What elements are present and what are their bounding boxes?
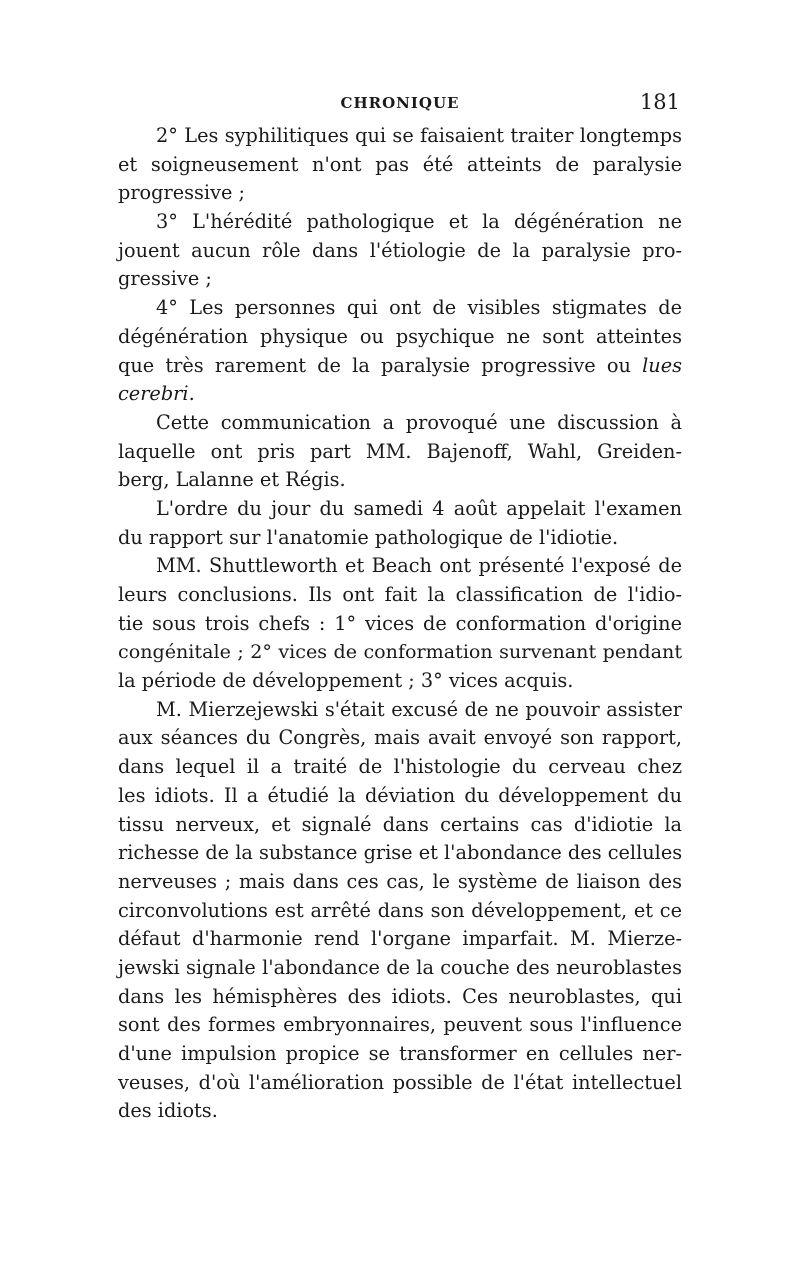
text-line — [118, 179, 682, 208]
text-line-content: Cette communication a provoqué une discussion à — [156, 410, 682, 434]
text-line — [118, 208, 682, 237]
text-line — [118, 552, 682, 581]
punctuation: . — [188, 382, 195, 406]
text-line — [118, 983, 682, 1012]
text-line — [118, 925, 682, 954]
text-line — [118, 581, 682, 610]
text-line-content: progressive ; — [118, 181, 246, 205]
italic-term: lues — [642, 353, 682, 377]
text-line — [118, 1040, 682, 1069]
text-line — [118, 610, 682, 639]
text-line-content: du rapport sur l'anatomie pathologique de l'idiotie. — [118, 525, 619, 549]
text-line-content: dégénération physique ou psychique ne sont atteintes — [118, 324, 682, 348]
text-line-content: congénitale ; 2° vices de conformation survenant pendant — [118, 640, 682, 664]
text-line — [118, 897, 682, 926]
text-line-content: laquelle ont pris part MM. Bajenoff, Wahl, Greiden- — [118, 439, 682, 463]
text-line-content: aux séances du Congrès, mais avait envoyé son rapport, — [118, 726, 682, 750]
text-line-content: d'une impulsion propice se transformer en cellules ner- — [118, 1042, 682, 1065]
text-line-content: leurs conclusions. Ils ont fait la classification de l'idio- — [118, 583, 682, 606]
text-line — [118, 380, 682, 409]
text-line — [118, 122, 682, 151]
text-line-content: M. Mierzejewski s'était excusé de ne pouvoir assister — [156, 697, 682, 721]
text-line-content: jewski signale l'abondance de la couche des neuroblastes — [118, 955, 682, 979]
text-line — [118, 151, 682, 180]
text-line-content: L'ordre du jour du samedi 4 août appelait l'examen — [156, 496, 682, 520]
text-line — [118, 667, 682, 696]
text-line — [118, 265, 682, 294]
text-line-content: 2° Les syphilitiques qui se faisaient traiter longtemps — [156, 124, 682, 147]
text-line — [118, 524, 682, 553]
text-line — [118, 237, 682, 266]
text-line-content: les idiots. Il a étudié la déviation du développement du — [118, 783, 682, 807]
text-line-content: gressive ; — [118, 267, 212, 291]
text-line — [118, 1097, 682, 1126]
text-line-content: nerveuses ; mais dans ces cas, le système de liaison des — [118, 869, 682, 893]
text-line-content: jouent aucun rôle dans l'étiologie de la paralysie pro- — [118, 238, 682, 262]
text-line — [118, 868, 682, 897]
page-number: 181 — [639, 90, 680, 114]
running-head — [118, 92, 682, 116]
text-line-content: richesse de la substance grise et l'abondance des cellules — [118, 841, 683, 865]
body-text — [118, 122, 682, 1126]
text-line — [118, 753, 682, 782]
text-line-content: MM. Shuttleworth et Beach ont présenté l'exposé de — [156, 554, 682, 578]
running-head-title: CHRONIQUE — [340, 94, 460, 112]
text-line-content: et soigneusement n'ont pas été atteints de paralysie — [118, 152, 682, 176]
text-line — [118, 954, 682, 983]
text-line — [118, 811, 682, 840]
text-line-content: 3° L'hérédité pathologique et la dégénération ne — [156, 210, 682, 234]
text-line — [118, 782, 682, 811]
text-line — [118, 839, 682, 868]
text-line — [118, 724, 682, 753]
text-line-content: que très rarement de la paralysie progressive ou — [118, 353, 643, 377]
text-line-content: berg, Lalanne et Régis. — [118, 468, 346, 492]
text-line — [118, 495, 682, 524]
text-line-content: veuses, d'où l'amélioration possible de l'état intellectuel — [118, 1070, 682, 1094]
text-line-content: dans lequel il a traité de l'histologie du cerveau chez — [118, 755, 682, 779]
text-line — [118, 696, 682, 725]
text-line-content: défaut d'harmonie rend l'organe imparfait. M. Mierze- — [118, 927, 682, 951]
text-line — [118, 638, 682, 667]
text-line-content: des idiots. — [118, 1099, 218, 1123]
text-line-content: la période de développement ; 3° vices acquis. — [118, 669, 574, 693]
italic-term: cerebri — [118, 382, 189, 406]
text-line — [118, 466, 682, 495]
text-line-content: dans les hémisphères des idiots. Ces neuroblastes, qui — [118, 984, 682, 1008]
text-line-content: circonvolutions est arrêté dans son développement, et ce — [118, 898, 682, 922]
text-line — [118, 294, 682, 323]
text-line — [118, 323, 682, 352]
text-line — [118, 1069, 682, 1098]
text-line-content: tie sous trois chefs : 1° vices de conformation d'origine — [118, 611, 682, 635]
text-line — [118, 352, 682, 381]
text-line — [118, 1011, 682, 1040]
text-line-content: tissu nerveux, et signalé dans certains cas d'idiotie la — [118, 812, 682, 836]
text-line-content: sont des formes embryonnaires, peuvent sous l'influence — [118, 1013, 682, 1037]
text-line — [118, 409, 682, 438]
text-line — [118, 438, 682, 467]
text-line-content: 4° Les personnes qui ont de visibles stigmates de — [156, 296, 682, 320]
